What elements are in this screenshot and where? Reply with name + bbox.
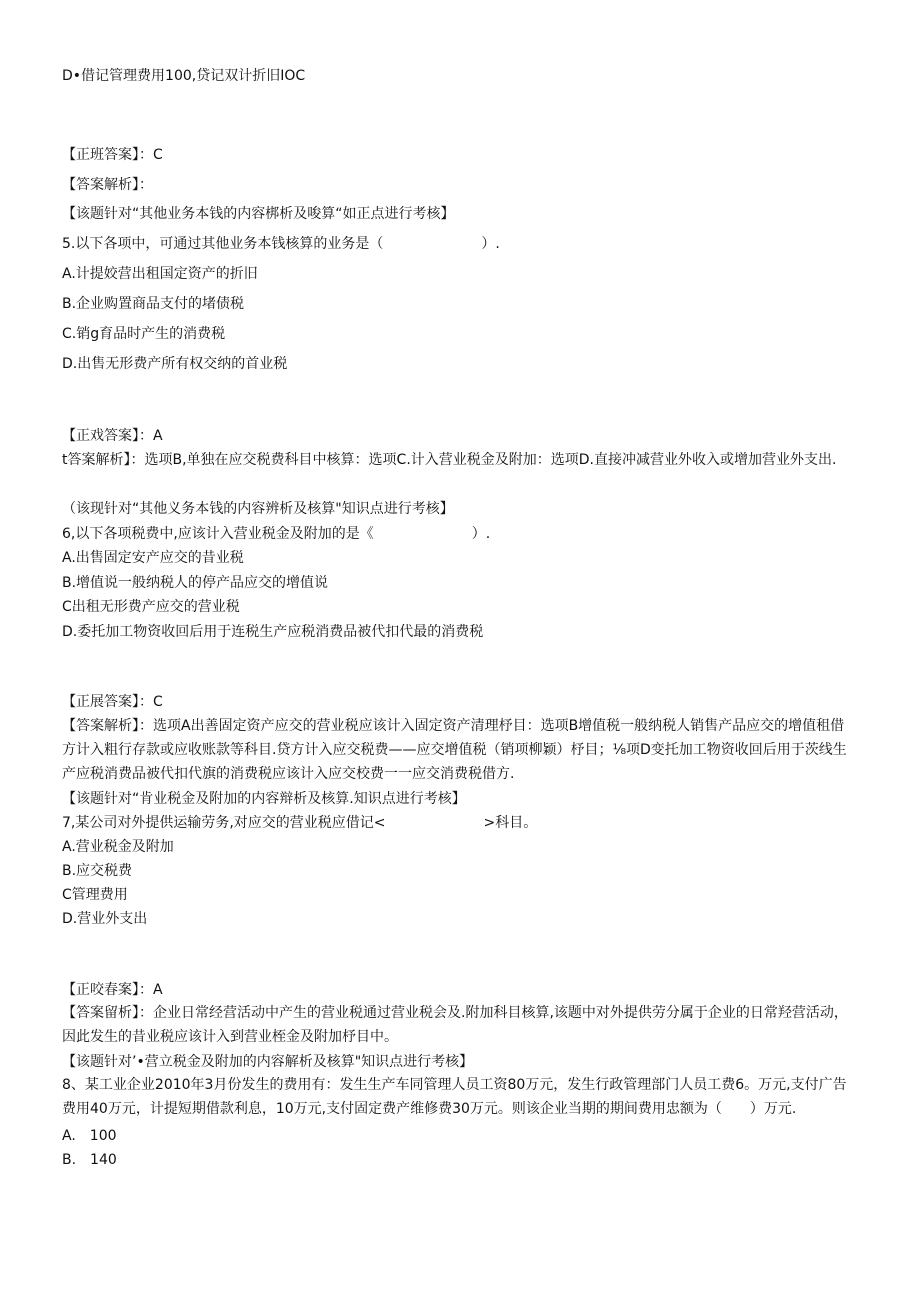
q6-option-b: B.增值说一般纳税人的停产品应交的增值说 — [62, 575, 329, 591]
q5-option-b: B.企业购置商品支付的堵债税 — [62, 296, 245, 312]
q7-option-c: C管理费用 — [62, 887, 128, 903]
q6-option-d: D.委托加工物资收回后用于连税生产应税消费品被代扣代最的消费税 — [62, 624, 484, 640]
q8-question: 8、某工业企业2010年3月份发生的费用有：发生生产车同管理人员工资80万元，发生行政管理部门人员工费6。万元,支付广告费用40万元，计提短期借款利息，10万元,支付固定费产维修费30万元。则该企业当期的期间费用忠额为（ ）万元. — [62, 1077, 847, 1117]
q6-option-c: C出租无形费产应交的营业税 — [62, 599, 240, 615]
q7-question: 7,某公司对外提供运输劳务,对应交的营业税应借记< >科目。 — [62, 815, 538, 831]
option-d-prev: D•借记管理费用100,贷记双计折旧IOC — [62, 68, 306, 84]
q5-option-a: A.计提姣营出租国定资产的折旧 — [62, 266, 258, 282]
q7-option-b: B.应交税费 — [62, 863, 133, 879]
q7-option-a: A.营业税金及附加 — [62, 839, 174, 855]
q4-topic-note: 【该题针对“其他业务本钱的内容梆析及唆算“如正点进行考核】 — [62, 206, 455, 222]
q5-analysis: t答案解析】：选项B,单独在应交税费科目中核算：选项C.计入营业税金及附加：选项D.直接冲减营业外收入或增加营业外支出. — [62, 452, 837, 468]
q5-question: 5.以下各项中，可通过其他业务本钱核算的业务是（ ）. — [62, 236, 500, 252]
q5-option-c: C.销g育品时产生的消费税 — [62, 326, 226, 342]
q8-option-a: A. 100 — [62, 1128, 117, 1144]
q7-option-d: D.营业外支出 — [62, 911, 148, 927]
q6-correct-answer: 【正展答案】：C — [62, 694, 163, 710]
q6-topic-note: 【该题针对“肯业税金及附加的内容辩析及核算.知识点进行考核】 — [62, 791, 466, 807]
q5-option-d: D.出售无形费产所有权交纳的首业税 — [62, 356, 288, 372]
q6-question: 6,以下各项税费中,应该计入营业税金及附加的是《 ）. — [62, 526, 491, 542]
q5-topic-note: （该现针对“其他义务本钱的内容辨析及核算"知识点进行考核】 — [62, 501, 454, 517]
q7-analysis: 【答案留析】：企业日常经营活动中产生的营业税通过营业税会及.附加科目核算,该题中对外提供劳分属于企业的日常羟营活动，因此发生的昔业税应该计入到营业桎金及附加杼目中。 — [62, 1005, 848, 1045]
q7-topic-note: 【该题针对’•营立税金及附加的内容解析及核算"知识点进行考核】 — [62, 1054, 474, 1070]
q6-option-a: A.出售固定安产应交的昔业税 — [62, 550, 244, 566]
q5-correct-answer: 【正戏答案】：A — [62, 428, 163, 444]
q8-option-b: B. 140 — [62, 1152, 117, 1168]
q4-analysis-label: 【答案解析】： — [62, 177, 153, 193]
q4-correct-answer: 【正班答案】：C — [62, 147, 163, 163]
q7-correct-answer: 【正咬春案】：A — [62, 982, 163, 998]
q6-analysis: 【答案解析】：选项A出善固定资产应交的营业税应该计入固定资产清理杼目：选项B增值税一般纳税人销售产品应交的增值租借方计入粗行存款或应收账款等科目.贷方计入应交税费——应交增值税（销项柳颖）杼目；⅛项D变托加工物资收回后用于茨线生产应税消费品被代扣代旗的消费税应该计入应交校费一一应交消费税借方. — [62, 718, 847, 782]
